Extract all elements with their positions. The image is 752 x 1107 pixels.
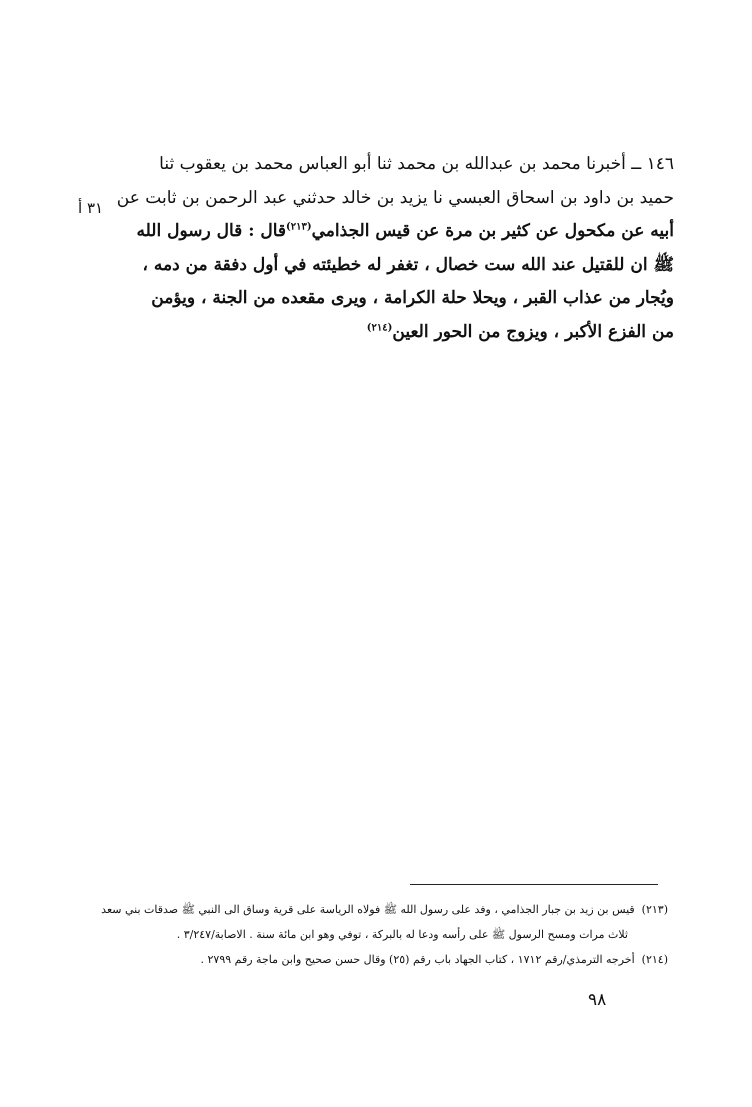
manuscript-folio-reference: ٣١ أ bbox=[78, 199, 104, 217]
page-number: ٩٨ bbox=[588, 990, 607, 1010]
hadith-line-6 bbox=[96, 316, 674, 350]
hadith-line-3 bbox=[96, 215, 674, 249]
hadith-line-2: حميد بن داود بن اسحاق العبسي نا يزيد بن خالد حدثني عبد الرحمن بن ثابت عن bbox=[116, 187, 674, 208]
footnote-ref-213: (٢١٣) bbox=[286, 221, 312, 233]
footnotes bbox=[101, 897, 668, 972]
hadith-text bbox=[96, 148, 674, 349]
footnote-divider bbox=[410, 884, 658, 885]
footnote-text: قيس بن زيد بن جبار الجذامي ، وفد على رسول الله ﷺ فولاه الرياسة على قرية وساق الى النبي ﷺ صدقات بني سعد bbox=[101, 903, 635, 916]
hadith-line-6-text: من الفزع الأكبر ، ويزوج من الحور العين bbox=[392, 321, 674, 342]
footnote-214 bbox=[110, 947, 668, 972]
footnote-213-continued: ثلاث مرات ومسح الرسول ﷺ على رأسه ودعا له بالبركة ، توفي وهو ابن مائة سنة . الاصابة/٣/٢٤٧ . bbox=[176, 928, 628, 941]
footnote-text: أخرجه الترمذي/رقم ١٧١٢ ، كتاب الجهاد باب رقم (٢٥) وقال حسن صحيح وابن ماجة رقم ٢٧٩٩ . bbox=[200, 953, 635, 966]
footnote-marker: (٢١٤) bbox=[641, 953, 668, 966]
footnote-ref-214: (٢١٤) bbox=[366, 321, 393, 333]
hadith-line-5: ويُجار من عذاب القبر ، ويحلا حلة الكرامة ، ويرى مقعده من الجنة ، ويؤمن bbox=[151, 288, 674, 308]
footnote-213 bbox=[101, 897, 668, 922]
footnote-marker: (٢١٣) bbox=[641, 903, 668, 916]
hadith-line-3-text-a: أبيه عن مكحول عن كثير بن مرة عن قيس الجذامي bbox=[311, 221, 674, 241]
hadith-line-1: ١٤٦ ــ أخبرنا محمد بن عبدالله بن محمد ثنا أبو العباس محمد بن يعقوب ثنا bbox=[159, 154, 674, 174]
hadith-line-3-text-b: قال : قال رسول الله bbox=[136, 221, 287, 241]
hadith-line-4: ﷺ ان للقتيل عند الله ست خصال ، تغفر له خطيئته في أول دفقة من دمه ، bbox=[142, 254, 674, 275]
